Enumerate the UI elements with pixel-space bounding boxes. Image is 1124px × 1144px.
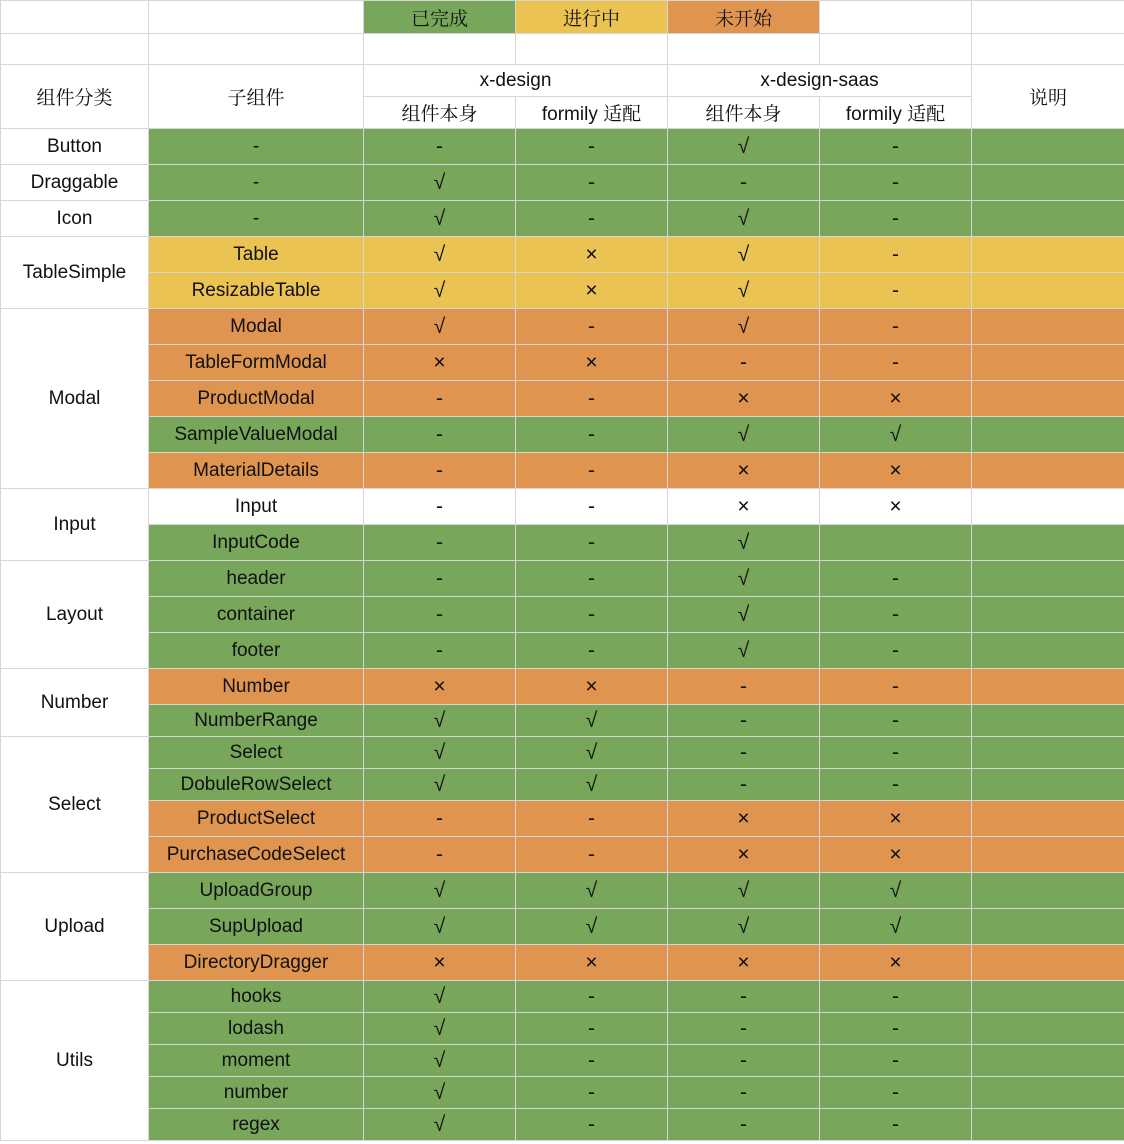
remark-cell[interactable]: [972, 945, 1124, 981]
subcomponent-cell[interactable]: -: [149, 129, 364, 165]
table-row: [1, 129, 1124, 165]
saas-itself-cell[interactable]: -: [668, 1109, 820, 1141]
table-row: [1, 453, 1124, 489]
table-row: [1, 669, 1124, 705]
x-design-itself-cell[interactable]: √: [364, 273, 516, 309]
remark-cell[interactable]: [972, 669, 1124, 705]
saas-itself-cell[interactable]: -: [668, 769, 820, 801]
saas-itself-cell[interactable]: -: [668, 981, 820, 1013]
blank-row: [1, 34, 1124, 65]
remark-cell[interactable]: [972, 453, 1124, 489]
x-design-formily-cell[interactable]: -: [516, 597, 668, 633]
x-design-formily-cell[interactable]: -: [516, 381, 668, 417]
category-cell[interactable]: Layout: [1, 561, 149, 669]
subcomponent-cell[interactable]: DirectoryDragger: [149, 945, 364, 981]
empty-cell[interactable]: [668, 34, 820, 65]
saas-formily-cell[interactable]: -: [820, 669, 972, 705]
subcomponent-cell[interactable]: moment: [149, 1045, 364, 1077]
remark-cell[interactable]: [972, 561, 1124, 597]
table-row: [1, 737, 1124, 769]
remark-cell[interactable]: [972, 981, 1124, 1013]
saas-formily-cell[interactable]: -: [820, 633, 972, 669]
x-design-itself-cell[interactable]: √: [364, 769, 516, 801]
x-design-itself-cell[interactable]: -: [364, 597, 516, 633]
table-row: [1, 981, 1124, 1013]
table-row: [1, 1077, 1124, 1109]
category-cell[interactable]: Number: [1, 669, 149, 737]
saas-itself-cell[interactable]: √: [668, 201, 820, 237]
x-design-itself-cell[interactable]: √: [364, 909, 516, 945]
remark-cell[interactable]: [972, 597, 1124, 633]
x-design-itself-cell[interactable]: √: [364, 737, 516, 769]
x-design-formily-cell[interactable]: -: [516, 981, 668, 1013]
x-design-formily-cell[interactable]: √: [516, 737, 668, 769]
header-x-design[interactable]: x-design: [364, 65, 668, 97]
remark-cell[interactable]: [972, 837, 1124, 873]
x-design-itself-cell[interactable]: -: [364, 489, 516, 525]
saas-itself-cell[interactable]: ×: [668, 489, 820, 525]
x-design-formily-cell[interactable]: ×: [516, 237, 668, 273]
remark-cell[interactable]: [972, 705, 1124, 737]
x-design-itself-cell[interactable]: √: [364, 1077, 516, 1109]
saas-formily-cell[interactable]: -: [820, 561, 972, 597]
table-row: [1, 873, 1124, 909]
remark-cell[interactable]: [972, 1045, 1124, 1077]
category-cell[interactable]: Select: [1, 737, 149, 873]
x-design-formily-cell[interactable]: -: [516, 525, 668, 561]
x-design-itself-cell[interactable]: ×: [364, 669, 516, 705]
saas-formily-cell[interactable]: -: [820, 769, 972, 801]
table-row: [1, 801, 1124, 837]
saas-formily-cell[interactable]: ×: [820, 945, 972, 981]
x-design-formily-cell[interactable]: -: [516, 129, 668, 165]
empty-cell[interactable]: [820, 1, 972, 34]
remark-cell[interactable]: [972, 165, 1124, 201]
saas-formily-cell[interactable]: [820, 525, 972, 561]
saas-formily-cell[interactable]: √: [820, 873, 972, 909]
subcomponent-cell[interactable]: Select: [149, 737, 364, 769]
x-design-formily-cell[interactable]: -: [516, 201, 668, 237]
saas-itself-cell[interactable]: √: [668, 909, 820, 945]
saas-itself-cell[interactable]: ×: [668, 945, 820, 981]
x-design-itself-cell[interactable]: -: [364, 129, 516, 165]
subcomponent-cell[interactable]: ProductSelect: [149, 801, 364, 837]
table-row: [1, 165, 1124, 201]
category-cell[interactable]: Draggable: [1, 165, 149, 201]
remark-cell[interactable]: [972, 801, 1124, 837]
remark-cell[interactable]: [972, 309, 1124, 345]
saas-itself-cell[interactable]: √: [668, 417, 820, 453]
remark-cell[interactable]: [972, 525, 1124, 561]
table-row: [1, 237, 1124, 273]
x-design-formily-cell[interactable]: -: [516, 417, 668, 453]
x-design-formily-cell[interactable]: √: [516, 769, 668, 801]
subcomponent-cell[interactable]: -: [149, 201, 364, 237]
x-design-formily-cell[interactable]: -: [516, 1013, 668, 1045]
subcomponent-cell[interactable]: TableFormModal: [149, 345, 364, 381]
saas-formily-cell[interactable]: -: [820, 309, 972, 345]
category-cell[interactable]: TableSimple: [1, 237, 149, 309]
empty-cell[interactable]: [516, 34, 668, 65]
subcomponent-cell[interactable]: Table: [149, 237, 364, 273]
legend-done[interactable]: 已完成: [364, 1, 516, 34]
table-row: [1, 597, 1124, 633]
x-design-itself-cell[interactable]: -: [364, 561, 516, 597]
x-design-itself-cell[interactable]: √: [364, 237, 516, 273]
x-design-formily-cell[interactable]: ×: [516, 345, 668, 381]
table-row: [1, 945, 1124, 981]
remark-cell[interactable]: [972, 129, 1124, 165]
saas-itself-cell[interactable]: -: [668, 165, 820, 201]
subcomponent-cell[interactable]: SampleValueModal: [149, 417, 364, 453]
saas-itself-cell[interactable]: ×: [668, 837, 820, 873]
x-design-itself-cell[interactable]: -: [364, 801, 516, 837]
x-design-itself-cell[interactable]: √: [364, 201, 516, 237]
x-design-formily-cell[interactable]: -: [516, 1045, 668, 1077]
remark-cell[interactable]: [972, 633, 1124, 669]
category-cell[interactable]: Icon: [1, 201, 149, 237]
saas-itself-cell[interactable]: ×: [668, 801, 820, 837]
header-category[interactable]: 组件分类: [1, 65, 149, 129]
table-row: [1, 525, 1124, 561]
x-design-itself-cell[interactable]: ×: [364, 345, 516, 381]
saas-formily-cell[interactable]: -: [820, 981, 972, 1013]
saas-formily-cell[interactable]: -: [820, 165, 972, 201]
x-design-itself-cell[interactable]: √: [364, 309, 516, 345]
subcomponent-cell[interactable]: lodash: [149, 1013, 364, 1045]
x-design-itself-cell[interactable]: -: [364, 525, 516, 561]
x-design-formily-cell[interactable]: -: [516, 561, 668, 597]
saas-formily-cell[interactable]: -: [820, 345, 972, 381]
category-cell[interactable]: Modal: [1, 309, 149, 489]
table-row: [1, 489, 1124, 525]
saas-formily-cell[interactable]: √: [820, 909, 972, 945]
saas-itself-cell[interactable]: √: [668, 525, 820, 561]
saas-itself-cell[interactable]: ×: [668, 453, 820, 489]
subcomponent-cell[interactable]: NumberRange: [149, 705, 364, 737]
subcomponent-cell[interactable]: ProductModal: [149, 381, 364, 417]
header-xd-formily[interactable]: formily 适配: [516, 97, 668, 129]
x-design-itself-cell[interactable]: √: [364, 1045, 516, 1077]
table-row: [1, 1013, 1124, 1045]
subcomponent-cell[interactable]: header: [149, 561, 364, 597]
x-design-itself-cell[interactable]: ×: [364, 945, 516, 981]
header-row-1: [1, 65, 1124, 97]
empty-cell[interactable]: [1, 1, 149, 34]
saas-itself-cell[interactable]: -: [668, 669, 820, 705]
x-design-formily-cell[interactable]: -: [516, 801, 668, 837]
remark-cell[interactable]: [972, 1109, 1124, 1141]
x-design-itself-cell[interactable]: -: [364, 381, 516, 417]
x-design-formily-cell[interactable]: -: [516, 837, 668, 873]
x-design-formily-cell[interactable]: -: [516, 453, 668, 489]
saas-formily-cell[interactable]: -: [820, 1045, 972, 1077]
saas-formily-cell[interactable]: -: [820, 129, 972, 165]
header-x-design-saas[interactable]: x-design-saas: [668, 65, 972, 97]
remark-cell[interactable]: [972, 873, 1124, 909]
empty-cell[interactable]: [149, 34, 364, 65]
saas-itself-cell[interactable]: -: [668, 345, 820, 381]
remark-cell[interactable]: [972, 381, 1124, 417]
saas-formily-cell[interactable]: ×: [820, 381, 972, 417]
saas-itself-cell[interactable]: √: [668, 633, 820, 669]
saas-itself-cell[interactable]: √: [668, 237, 820, 273]
x-design-itself-cell[interactable]: -: [364, 633, 516, 669]
subcomponent-cell[interactable]: PurchaseCodeSelect: [149, 837, 364, 873]
subcomponent-cell[interactable]: hooks: [149, 981, 364, 1013]
x-design-itself-cell[interactable]: -: [364, 837, 516, 873]
saas-formily-cell[interactable]: -: [820, 273, 972, 309]
x-design-itself-cell[interactable]: -: [364, 453, 516, 489]
saas-formily-cell[interactable]: -: [820, 705, 972, 737]
table-row: [1, 1109, 1124, 1141]
saas-formily-cell[interactable]: ×: [820, 453, 972, 489]
table-row: [1, 417, 1124, 453]
table-row: [1, 837, 1124, 873]
header-saas-formily[interactable]: formily 适配: [820, 97, 972, 129]
table-row: [1, 909, 1124, 945]
table-row: [1, 1045, 1124, 1077]
saas-formily-cell[interactable]: -: [820, 597, 972, 633]
x-design-formily-cell[interactable]: -: [516, 1109, 668, 1141]
saas-formily-cell[interactable]: -: [820, 1077, 972, 1109]
empty-cell[interactable]: [149, 1, 364, 34]
saas-itself-cell[interactable]: √: [668, 597, 820, 633]
subcomponent-cell[interactable]: MaterialDetails: [149, 453, 364, 489]
remark-cell[interactable]: [972, 273, 1124, 309]
header-remark[interactable]: 说明: [972, 65, 1124, 129]
remark-cell[interactable]: [972, 1013, 1124, 1045]
remark-cell[interactable]: [972, 345, 1124, 381]
subcomponent-cell[interactable]: regex: [149, 1109, 364, 1141]
table-row: [1, 201, 1124, 237]
x-design-itself-cell[interactable]: √: [364, 1013, 516, 1045]
empty-cell[interactable]: [1, 34, 149, 65]
subcomponent-cell[interactable]: -: [149, 165, 364, 201]
saas-itself-cell[interactable]: √: [668, 873, 820, 909]
x-design-itself-cell[interactable]: -: [364, 417, 516, 453]
category-cell[interactable]: Utils: [1, 981, 149, 1141]
subcomponent-cell[interactable]: SupUpload: [149, 909, 364, 945]
x-design-itself-cell[interactable]: √: [364, 705, 516, 737]
x-design-formily-cell[interactable]: -: [516, 165, 668, 201]
x-design-formily-cell[interactable]: √: [516, 909, 668, 945]
table-row: [1, 273, 1124, 309]
x-design-itself-cell[interactable]: √: [364, 873, 516, 909]
empty-cell[interactable]: [820, 34, 972, 65]
subcomponent-cell[interactable]: Modal: [149, 309, 364, 345]
category-cell[interactable]: Button: [1, 129, 149, 165]
table-row: [1, 345, 1124, 381]
subcomponent-cell[interactable]: UploadGroup: [149, 873, 364, 909]
saas-itself-cell[interactable]: √: [668, 561, 820, 597]
remark-cell[interactable]: [972, 489, 1124, 525]
saas-formily-cell[interactable]: ×: [820, 801, 972, 837]
remark-cell[interactable]: [972, 1077, 1124, 1109]
saas-itself-cell[interactable]: √: [668, 129, 820, 165]
table-row: [1, 309, 1124, 345]
remark-cell[interactable]: [972, 737, 1124, 769]
x-design-itself-cell[interactable]: √: [364, 1109, 516, 1141]
category-cell[interactable]: Upload: [1, 873, 149, 981]
empty-cell[interactable]: [972, 1, 1124, 34]
saas-formily-cell[interactable]: -: [820, 1013, 972, 1045]
x-design-formily-cell[interactable]: √: [516, 873, 668, 909]
remark-cell[interactable]: [972, 769, 1124, 801]
remark-cell[interactable]: [972, 201, 1124, 237]
table-row: [1, 769, 1124, 801]
saas-itself-cell[interactable]: -: [668, 737, 820, 769]
x-design-formily-cell[interactable]: -: [516, 489, 668, 525]
category-cell[interactable]: Input: [1, 489, 149, 561]
header-subcomponent[interactable]: 子组件: [149, 65, 364, 129]
saas-formily-cell[interactable]: ×: [820, 489, 972, 525]
saas-itself-cell[interactable]: ×: [668, 381, 820, 417]
saas-itself-cell[interactable]: -: [668, 705, 820, 737]
saas-formily-cell[interactable]: -: [820, 737, 972, 769]
x-design-itself-cell[interactable]: √: [364, 981, 516, 1013]
remark-cell[interactable]: [972, 237, 1124, 273]
saas-itself-cell[interactable]: -: [668, 1045, 820, 1077]
empty-cell[interactable]: [972, 34, 1124, 65]
saas-itself-cell[interactable]: -: [668, 1013, 820, 1045]
header-saas-itself[interactable]: 组件本身: [668, 97, 820, 129]
saas-itself-cell[interactable]: √: [668, 273, 820, 309]
saas-itself-cell[interactable]: √: [668, 309, 820, 345]
saas-formily-cell[interactable]: -: [820, 1109, 972, 1141]
legend-row: [1, 1, 1124, 34]
legend-in-progress[interactable]: 进行中: [516, 1, 668, 34]
subcomponent-cell[interactable]: footer: [149, 633, 364, 669]
subcomponent-cell[interactable]: Number: [149, 669, 364, 705]
saas-formily-cell[interactable]: ×: [820, 837, 972, 873]
x-design-formily-cell[interactable]: -: [516, 1077, 668, 1109]
header-xd-itself[interactable]: 组件本身: [364, 97, 516, 129]
subcomponent-cell[interactable]: InputCode: [149, 525, 364, 561]
subcomponent-cell[interactable]: Input: [149, 489, 364, 525]
x-design-formily-cell[interactable]: ×: [516, 945, 668, 981]
remark-cell[interactable]: [972, 417, 1124, 453]
x-design-formily-cell[interactable]: -: [516, 633, 668, 669]
table-row: [1, 381, 1124, 417]
saas-formily-cell[interactable]: -: [820, 237, 972, 273]
table-row: [1, 705, 1124, 737]
x-design-formily-cell[interactable]: ×: [516, 273, 668, 309]
subcomponent-cell[interactable]: ResizableTable: [149, 273, 364, 309]
x-design-formily-cell[interactable]: √: [516, 705, 668, 737]
saas-formily-cell[interactable]: √: [820, 417, 972, 453]
saas-formily-cell[interactable]: -: [820, 201, 972, 237]
x-design-itself-cell[interactable]: √: [364, 165, 516, 201]
subcomponent-cell[interactable]: number: [149, 1077, 364, 1109]
saas-itself-cell[interactable]: -: [668, 1077, 820, 1109]
remark-cell[interactable]: [972, 909, 1124, 945]
x-design-formily-cell[interactable]: ×: [516, 669, 668, 705]
subcomponent-cell[interactable]: container: [149, 597, 364, 633]
table-row: [1, 561, 1124, 597]
empty-cell[interactable]: [364, 34, 516, 65]
table-row: [1, 633, 1124, 669]
x-design-formily-cell[interactable]: -: [516, 309, 668, 345]
legend-not-started[interactable]: 未开始: [668, 1, 820, 34]
subcomponent-cell[interactable]: DobuleRowSelect: [149, 769, 364, 801]
